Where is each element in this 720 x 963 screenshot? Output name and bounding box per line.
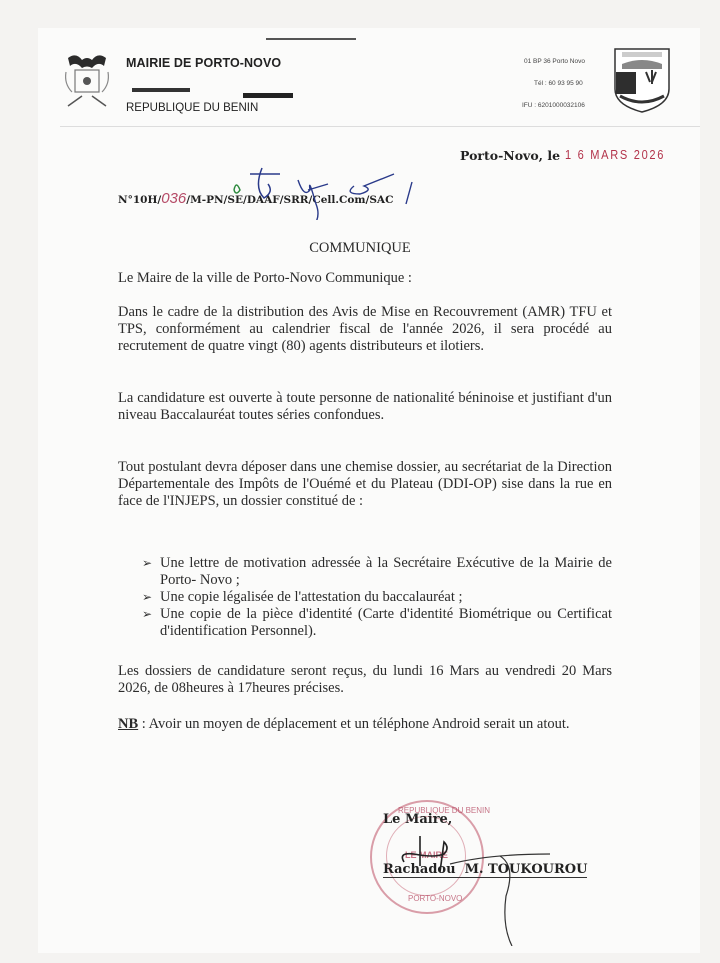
list-item	[140, 606, 612, 640]
signatory-name	[383, 862, 587, 878]
reference-prefix: N°10H/	[118, 194, 162, 206]
nb-text: : Avoir un moyen de déplacement et un téléphone Android serait un atout.	[138, 716, 570, 732]
ifu-number: IFU : 6201000032106	[522, 102, 585, 109]
reference-handwritten-number: 036	[161, 190, 187, 207]
coat-of-arms-icon	[62, 50, 112, 112]
header-divider	[243, 93, 293, 98]
requirement-text: Une copie légalisée de l'attestation du baccalauréat ;	[160, 589, 463, 605]
stamp-bottom-text: PORTO-NOVO	[408, 894, 463, 903]
date-stamp: 1 6 MARS 2026	[565, 147, 666, 162]
phone: Tél : 60 93 95 90	[534, 80, 583, 87]
initials-signatures-icon	[228, 160, 428, 220]
stamp-top-text: REPUBLIQUE DU BENIN	[398, 806, 491, 815]
signatory-role: Le Maire,	[383, 812, 453, 827]
header-separator	[60, 126, 700, 127]
paragraph-eligibility: La candidature est ouverte à toute personne de nationalité béninoise et justifiant d'un niveau Baccalauréat toutes séries confondues.	[118, 390, 612, 423]
header-divider	[132, 88, 190, 92]
address: 01 BP 36 Porto Novo	[524, 58, 585, 65]
nb-note	[118, 716, 612, 733]
list-item	[140, 589, 612, 606]
signatory-last-name: M. TOUKOUROU	[464, 862, 588, 877]
nb-label: NB	[118, 716, 139, 732]
arrow-bullet-icon: ➢	[142, 556, 153, 570]
paragraph-schedule: Les dossiers de candidature seront reçus, du lundi 16 Mars au vendredi 20 Mars 2026, de 08heures à 17heures précises.	[118, 663, 612, 696]
city-shield-icon	[612, 46, 672, 114]
paragraph-submission: Tout postulant devra déposer dans une chemise dossier, au secrétariat de la Direction Départementale des Impôts de l'Ouémé et du Plateau (DDI-OP) sise dans la rue en face de l'INJEPS, un dossier constitué de :	[118, 459, 612, 509]
page-title: COMMUNIQUE	[309, 240, 411, 256]
country-name: REPUBLIQUE DU BENIN	[126, 102, 259, 114]
institution-name: MAIRIE DE PORTO-NOVO	[126, 56, 282, 70]
reference-suffix: /M-PN/SE/DAAF/SRR/Cell.Com/SAC	[186, 194, 394, 206]
paragraph-recruitment: Dans le cadre de la distribution des Avis de Mise en Recouvrement (AMR) TFU et TPS, conformément au calendrier fiscal de l'année 2026, il sera procédé au recrutement de quatre vingt (80) agents distributeurs et ilotiers.	[118, 304, 612, 354]
requirement-text: Une lettre de motivation adressée à la Secrétaire Exécutive de la Mairie de Porto- Novo ;	[160, 555, 612, 588]
intro-line: Le Maire de la ville de Porto-Novo Communique :	[118, 270, 412, 286]
header-top-rule	[266, 38, 356, 40]
arrow-bullet-icon: ➢	[142, 590, 153, 604]
signatory-first-name: Rachadou	[383, 862, 456, 877]
list-item	[140, 555, 612, 589]
requirement-text: Une copie de la pièce d'identité (Carte d'identité Biométrique ou Certificat d'identification Personnel).	[160, 606, 612, 639]
stamp-center-text: LE MAIRE	[405, 850, 449, 860]
date-label: Porto-Novo, le	[460, 148, 561, 163]
handwritten-signature-icon	[390, 826, 600, 946]
requirements-list	[140, 555, 612, 640]
arrow-bullet-icon: ➢	[142, 607, 153, 621]
